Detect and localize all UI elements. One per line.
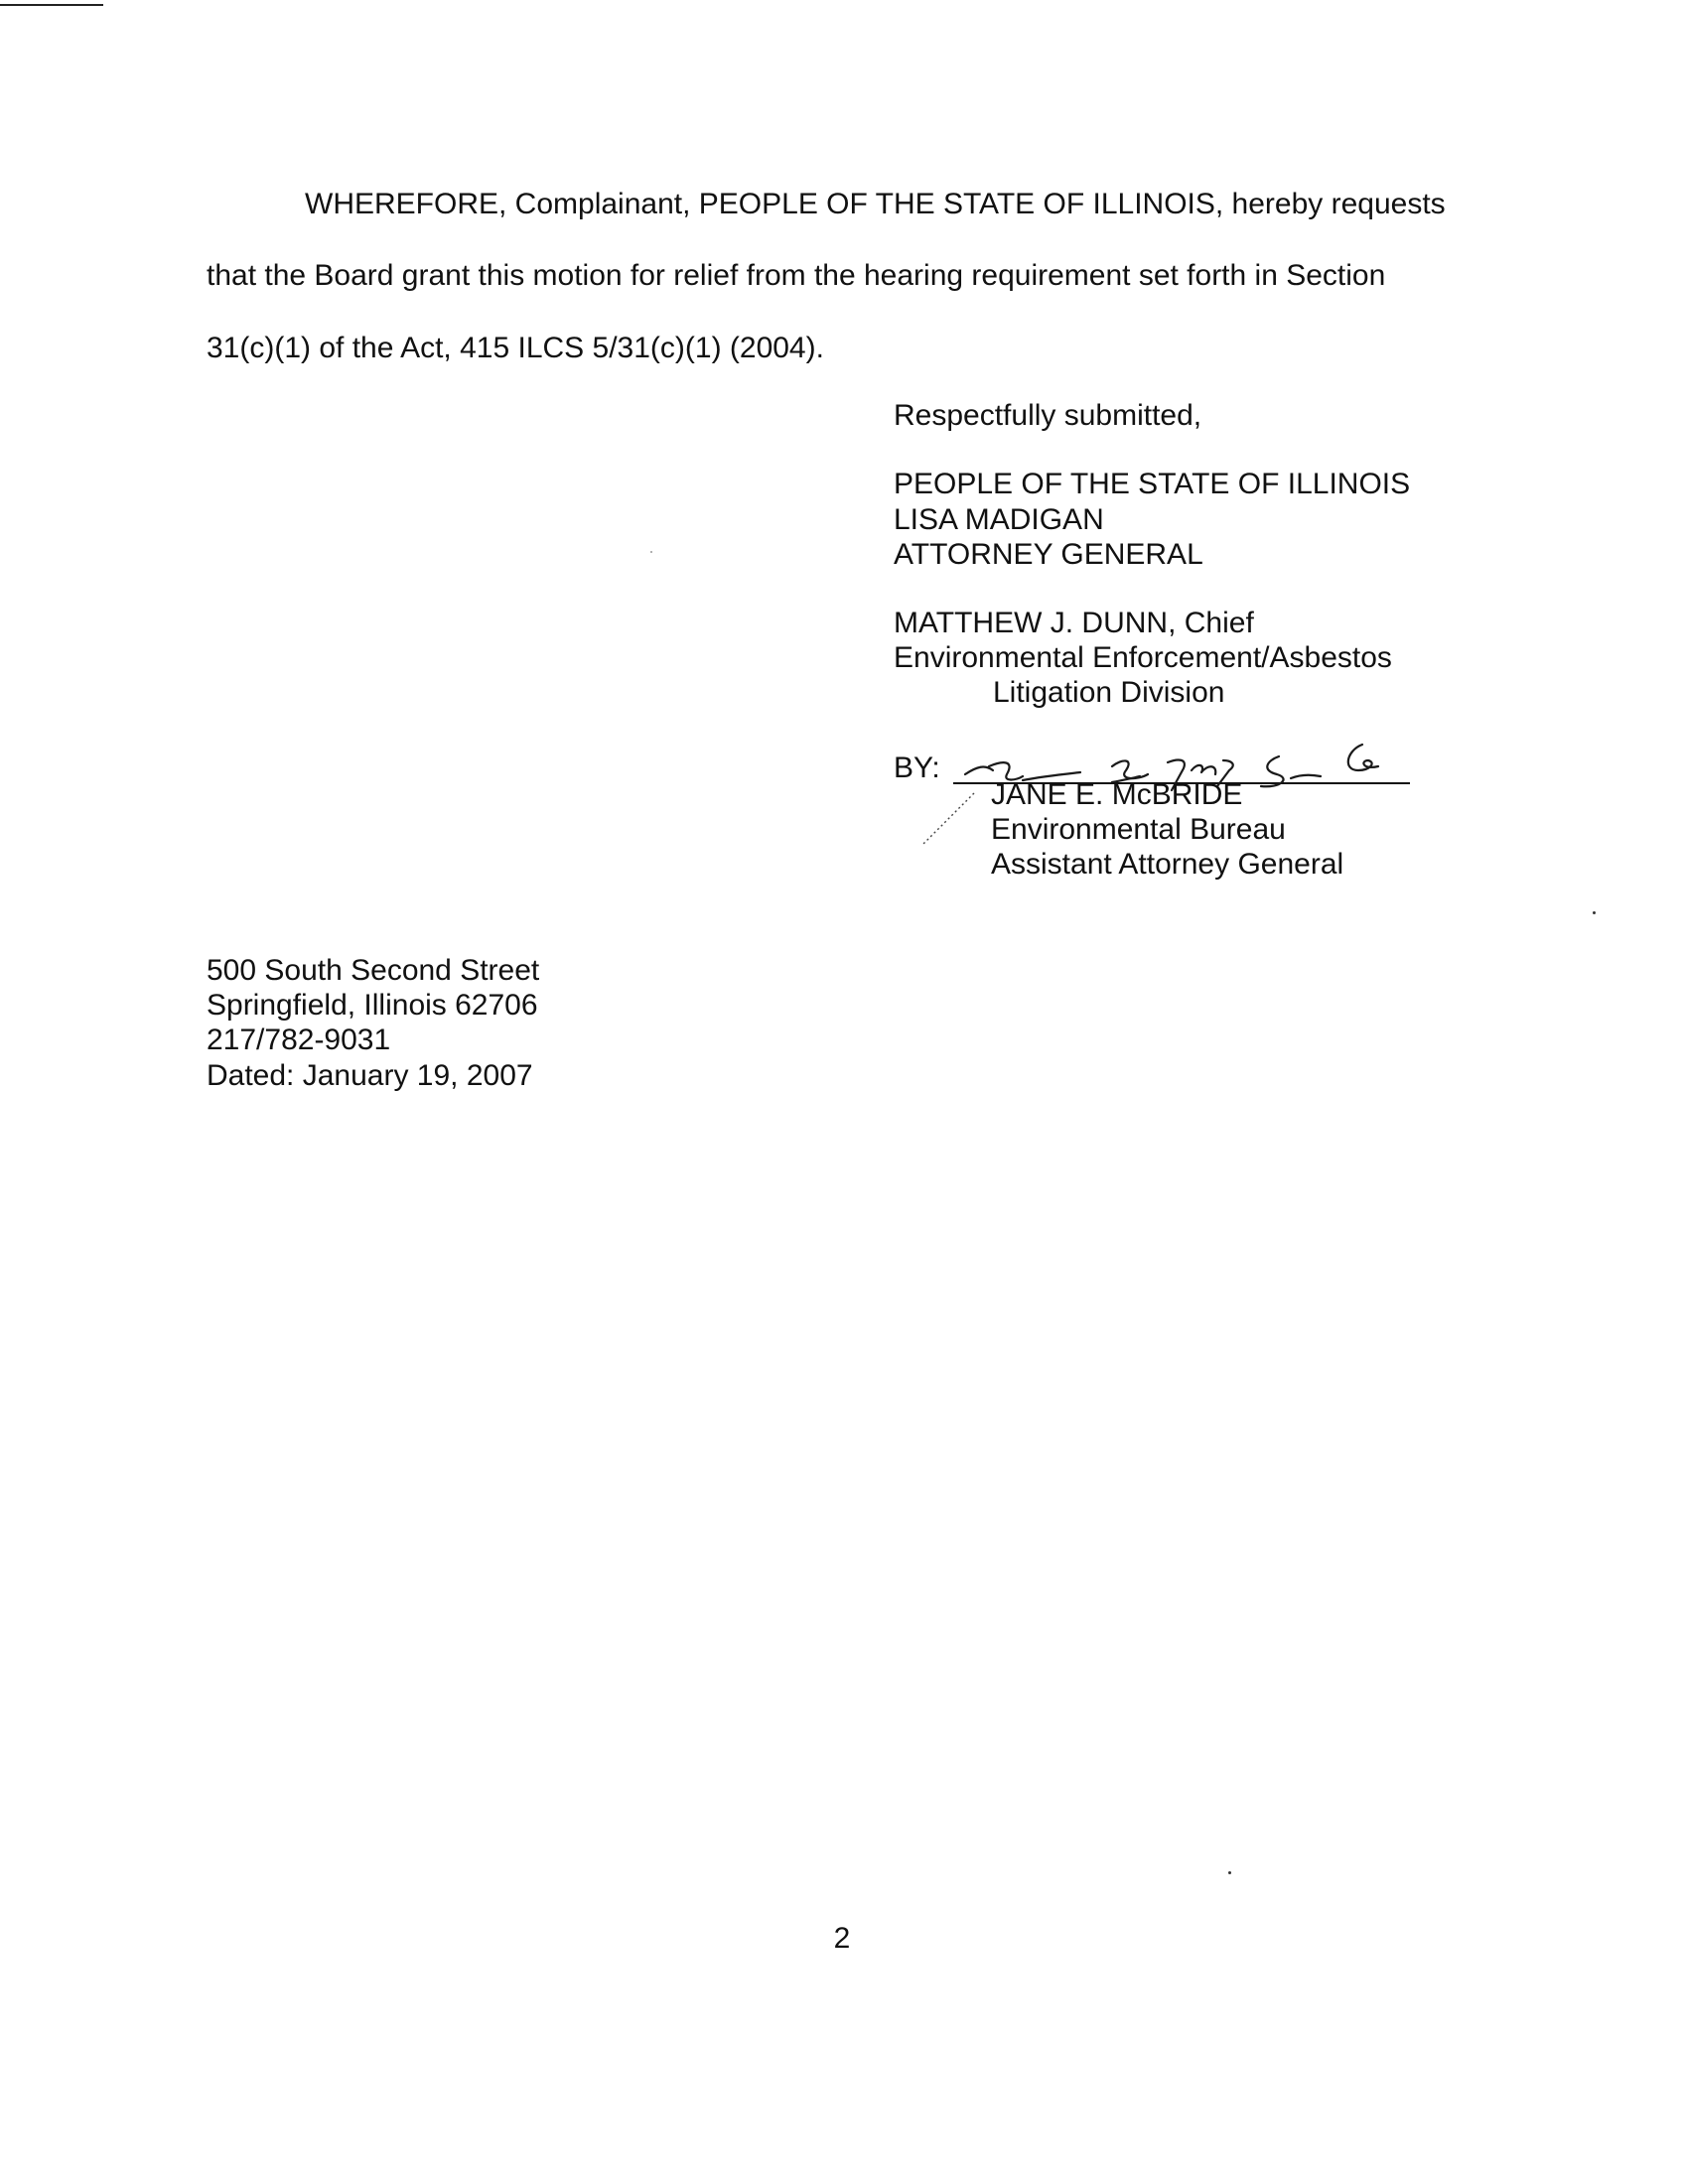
signature-tail-stroke	[918, 789, 978, 849]
closing-salutation: Respectfully submitted,	[894, 399, 1202, 432]
chief-line-3: Litigation Division	[993, 676, 1225, 709]
party-line-1: PEOPLE OF THE STATE OF ILLINOIS	[894, 468, 1411, 500]
signer-bureau: Environmental Bureau	[991, 813, 1286, 846]
party-line-3: ATTORNEY GENERAL	[894, 538, 1203, 571]
scan-speck	[1228, 1871, 1231, 1874]
signer-title: Assistant Attorney General	[991, 848, 1344, 881]
signer-name: JANE E. McBRIDE	[991, 778, 1243, 811]
scan-speck	[1593, 911, 1596, 914]
page-number: 2	[833, 1922, 851, 1955]
scan-artifact-line	[0, 4, 103, 6]
scan-speck	[650, 551, 652, 553]
address-phone: 217/782-9031	[207, 1024, 391, 1056]
by-label: BY:	[894, 751, 940, 784]
address-dated: Dated: January 19, 2007	[207, 1059, 533, 1092]
address-street: 500 South Second Street	[207, 954, 540, 987]
chief-line-1: MATTHEW J. DUNN, Chief	[894, 607, 1254, 639]
party-line-2: LISA MADIGAN	[894, 503, 1104, 536]
paragraph-line-3: 31(c)(1) of the Act, 415 ILCS 5/31(c)(1) (2004).	[207, 332, 824, 364]
paragraph-line-1: WHEREFORE, Complainant, PEOPLE OF THE STATE OF ILLINOIS, hereby requests	[305, 188, 1446, 220]
paragraph-line-2: that the Board grant this motion for relief from the hearing requirement set forth in Section	[207, 259, 1386, 292]
chief-line-2: Environmental Enforcement/Asbestos	[894, 641, 1392, 674]
address-city: Springfield, Illinois 62706	[207, 989, 538, 1022]
